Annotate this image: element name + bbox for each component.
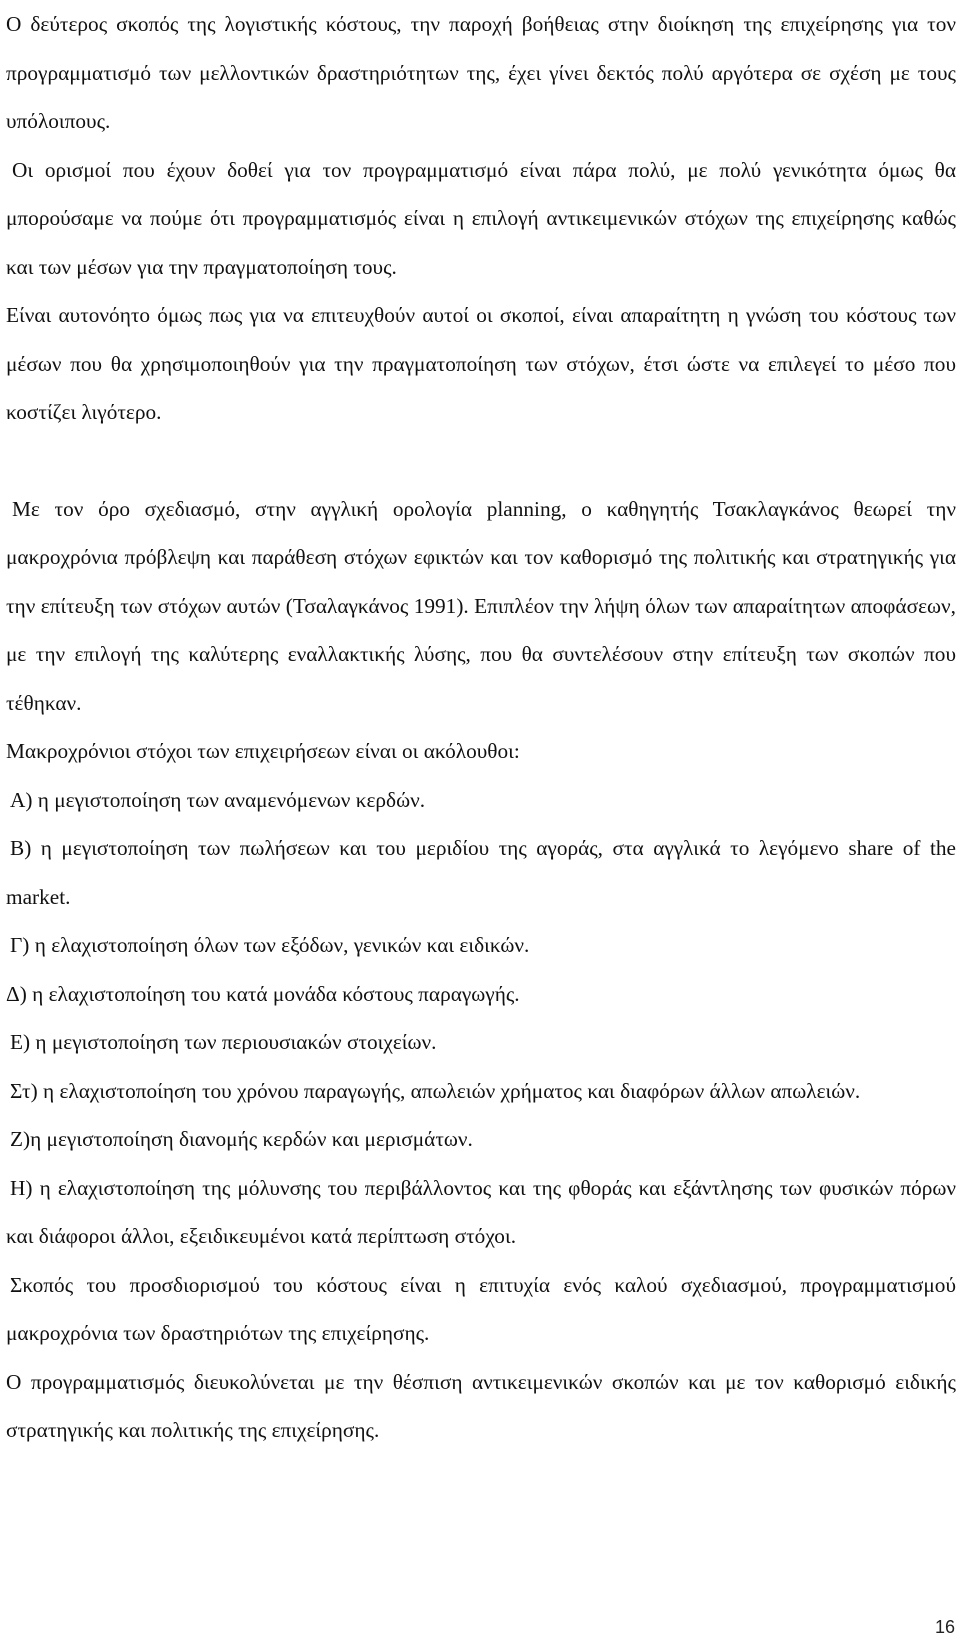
paragraph-cost-knowledge: Είναι αυτονόητο όμως πως για να επιτευχθούν αυτοί οι σκοποί, είναι απαραίτητη η γνώση του κόστους των μέσων που θα χρησιμοποιηθούν για την πραγματοποίηση των στόχων, έτσι ώστε να επιλεγεί το μέσο που κοστίζει λιγότερο. [6, 303, 956, 424]
list-item-st: Στ) η ελαχιστοποίηση του χρόνου παραγωγής, απωλειών χρήματος και διαφόρων άλλων απωλειών. [10, 1078, 861, 1103]
list-item-d: Δ) η ελαχιστοποίηση του κατά μονάδα κόστους παραγωγής. [6, 981, 520, 1006]
list-item-e: Ε) η μεγιστοποίηση των περιουσιακών στοιχείων. [10, 1030, 437, 1054]
list-item-b: Β) η μεγιστοποίηση των πωλήσεων και του μεριδίου της αγοράς, στα αγγλικά το λεγόμενο share of the market. [6, 836, 956, 909]
list-item-h: Η) η ελαχιστοποίηση της μόλυνσης του περιβάλλοντος και της φθοράς και εξάντλησης των φυσικών πόρων και διάφοροι άλλοι, εξειδικευμένοι κατά περίπτωση στόχοι. [6, 1175, 956, 1248]
paragraph-cost-purpose: Σκοπός του προσδιορισμού του κόστους είναι η επιτυχία ενός καλού σχεδιασμού, προγραμματισμού μακροχρόνια των δραστηριότων της επιχείρησης. [6, 1272, 956, 1345]
paragraph-planning-term: Με τον όρο σχεδιασμό, στην αγγλική ορολογία planning, ο καθηγητής Τσακλαγκάνος θεωρεί την μακροχρόνια πρόβλεψη και παράθεση στόχων εφικτών και τον καθορισμό της πολιτικής και στρατηγικής για την επίτευξη των στόχων αυτών (Τσαλαγκάνος 1991). Επιπλέον την λήψη όλων των απαραίτητων αποφάσεων, με την επιλογή της καλύτερης εναλλακτικής λύσης, που θα συντελέσουν στην επίτευξη των σκοπών που τέθηκαν. [6, 496, 956, 715]
paragraph-long-term-goals-intro: Μακροχρόνιοι στόχοι των επιχειρήσεων είναι οι ακόλουθοι: [6, 739, 520, 763]
list-item-z: Ζ)η μεγιστοποίηση διανομής κερδών και μερισμάτων. [10, 1127, 473, 1151]
list-item-a: Α) η μεγιστοποίηση των αναμενόμενων κερδών. [10, 787, 426, 812]
paragraph-planning-definitions: Οι ορισμοί που έχουν δοθεί για τον προγραμματισμό είναι πάρα πολύ, με πολύ γενικότητα όμως θα μπορούσαμε να πούμε ότι προγραμματισμός είναι η επιλογή αντικειμενικών στόχων της επιχείρησης καθώς και των μέσων για την πραγματοποίηση τους. [6, 157, 956, 279]
list-item-c: Γ) η ελαχιστοποίηση όλων των εξόδων, γενικών και ειδικών. [10, 933, 530, 957]
paragraph-second-purpose: Ο δεύτερος σκοπός της λογιστικής κόστους, την παροχή βοήθειας στην διοίκηση της επιχείρησης για τον προγραμματισμό των μελλοντικών δραστηριότητων της, έχει γίνει δεκτός πολύ αργότερα σε σχέση με τους υπόλοιπους. [6, 12, 956, 133]
paragraph-planning-facilitation: Ο προγραμματισμός διευκολύνεται με την θέσπιση αντικειμενικών σκοπών και με τον καθορισμό ειδικής στρατηγικής και πολιτικής της επιχείρησης. [6, 1369, 956, 1442]
document-page [6, 0, 956, 1455]
page-number: 16 [934, 1617, 955, 1637]
